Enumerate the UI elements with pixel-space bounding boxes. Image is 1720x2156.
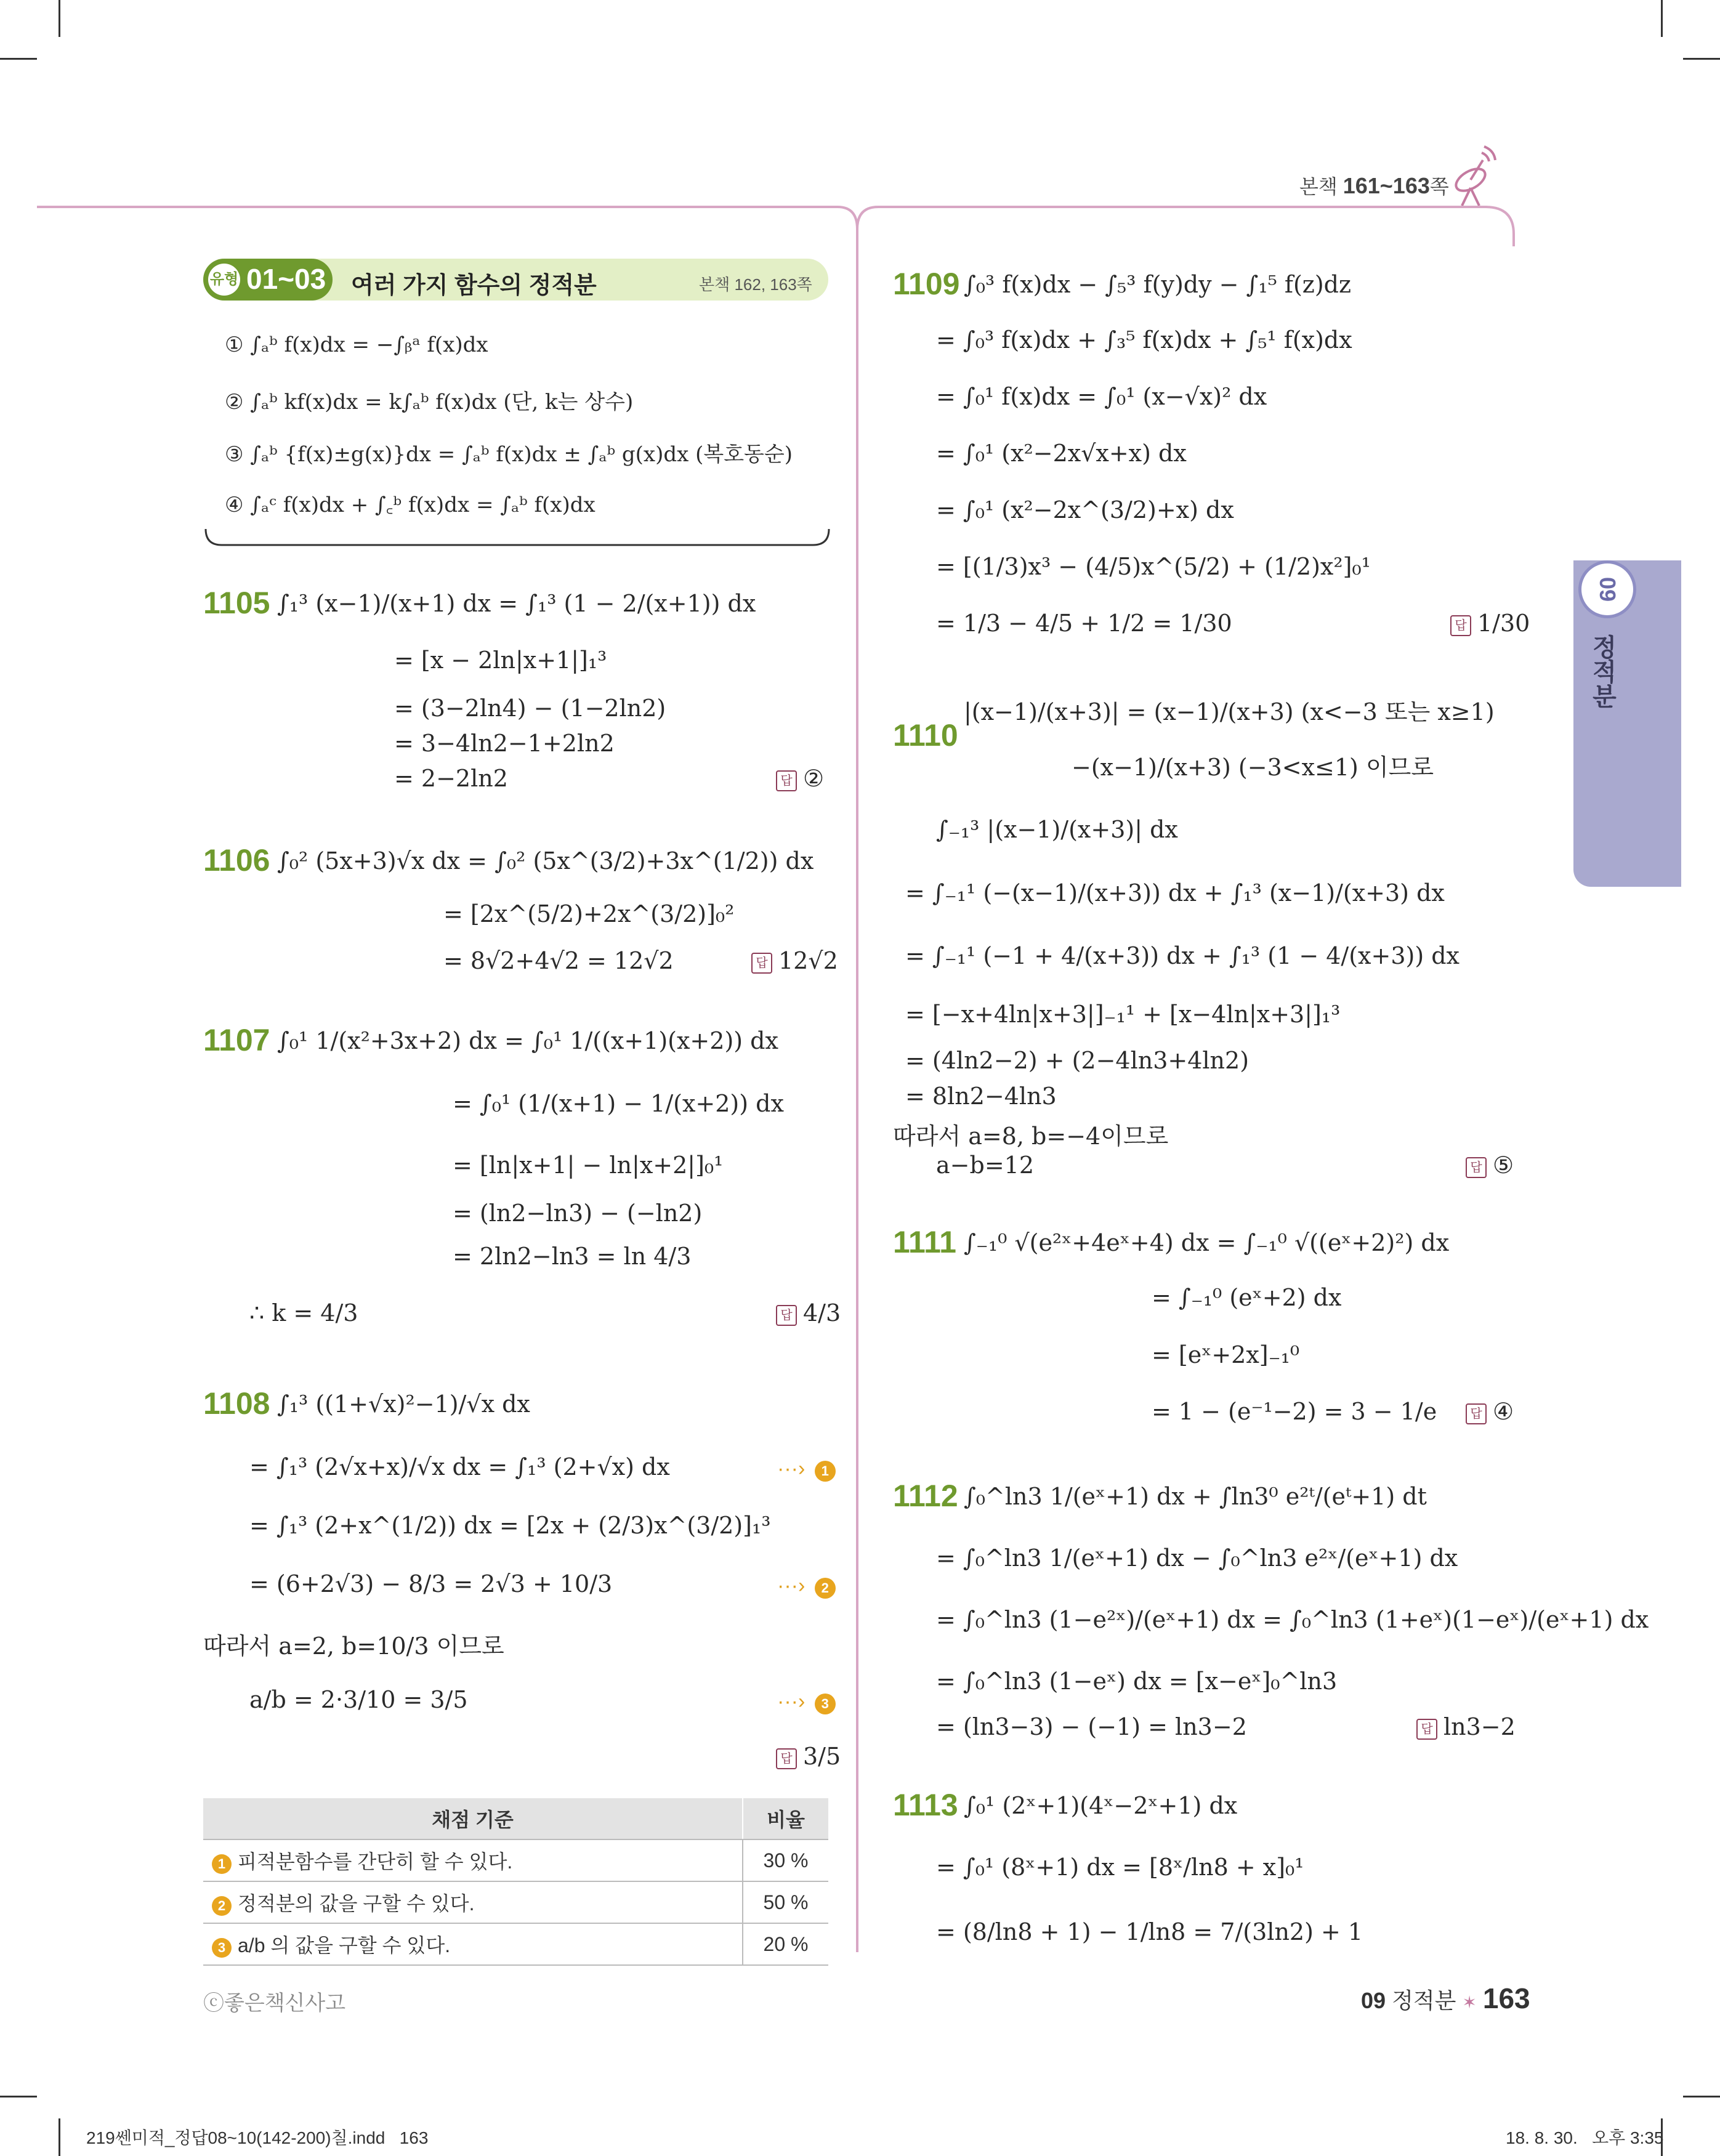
grading-row: 2 정적분의 값을 구할 수 있다. 50 %: [203, 1881, 828, 1923]
p1110-line-6: = [−x+4ln|x+3|]₋₁¹ + [x−4ln|x+3|]₁³: [905, 1001, 1341, 1028]
problem-number-1108: 1108: [203, 1386, 270, 1421]
p1109-line-7: = 1/3 − 4/5 + 1/2 = 1/30: [936, 610, 1232, 637]
answer-1107: 답 4/3: [776, 1299, 841, 1326]
grading-row: 1 피적분함수를 간단히 할 수 있다. 30 %: [203, 1839, 828, 1881]
p1112-line-2: = ∫₀^ln3 1/(eˣ+1) dx − ∫₀^ln3 e²ˣ/(eˣ+1) dx: [936, 1544, 1458, 1572]
timestamp: 18. 8. 30. 오후 3:35: [1506, 2128, 1664, 2147]
page-footer: 09 정적분 ✶ 163: [1361, 1982, 1530, 2014]
p1106-line-2: = [2x^(5/2)+2x^(3/2)]₀²: [443, 900, 735, 927]
p1110-line-2: −(x−1)/(x+3) (−3<x≤1) 이므로: [1072, 754, 1434, 781]
chapter-title-vertical: 정적분: [1589, 634, 1616, 708]
p1105-line-2: = [x − 2ln|x+1|]₁³: [394, 647, 607, 674]
p1112-line-5: = (ln3−3) − (−1) = ln3−2: [936, 1713, 1247, 1740]
grading-table: [203, 1798, 828, 1966]
type-badge: 유형 01~03: [203, 259, 333, 301]
grading-header-criteria: 채점 기준: [203, 1798, 743, 1839]
p1106-line-3: = 8√2+4√2 = 12√2: [443, 947, 674, 974]
p1112-line-4: = ∫₀^ln3 (1−eˣ) dx = [x−eˣ]₀^ln3: [936, 1668, 1338, 1695]
problem-number-1107: 1107: [203, 1023, 270, 1057]
p1105-line-5: = 2−2ln2: [394, 765, 508, 792]
rule-3: ③ ∫ₐᵇ {f(x)±g(x)}dx = ∫ₐᵇ f(x)dx ± ∫ₐᵇ g(x)dx (복호동순): [225, 442, 793, 467]
rule-4: ④ ∫ₐᶜ f(x)dx + ∫꜀ᵇ f(x)dx = ∫ₐᵇ f(x)dx: [225, 493, 596, 517]
p1108-line-3: = ∫₁³ (2+x^(1/2)) dx = [2x + (2/3)x^(3/2)]₁³: [249, 1512, 771, 1539]
p1107-line-5: = 2ln2−ln3 = ln 4/3: [453, 1243, 692, 1270]
p1107-line-4: = (ln2−ln3) − (−ln2): [453, 1200, 703, 1227]
answer-1111: 답 ④: [1466, 1398, 1514, 1425]
p1105-line-1: ∫₁³ (x−1)/(x+1) dx = ∫₁³ (1 − 2/(x+1)) dx: [277, 590, 756, 617]
p1108-line-6: a/b = 2·3/10 = 3/5: [249, 1686, 468, 1713]
chapter-side-tab: [1573, 560, 1681, 887]
answer-1110: 답 ⑤: [1466, 1152, 1514, 1179]
p1105-line-4: = 3−4ln2−1+2ln2: [394, 730, 615, 757]
p1110-line-4: = ∫₋₁¹ (−(x−1)/(x+3)) dx + ∫₁³ (x−1)/(x+3) dx: [905, 879, 1445, 906]
p1108-line-2: = ∫₁³ (2√x+x)/√x dx = ∫₁³ (2+√x) dx: [249, 1453, 670, 1480]
p1109-line-1: ∫₀³ f(x)dx − ∫₅³ f(y)dy − ∫₁⁵ f(z)dz: [964, 271, 1351, 298]
p1107-line-3: = [ln|x+1| − ln|x+2|]₀¹: [453, 1152, 724, 1179]
answer-1109: 답 1/30: [1450, 610, 1530, 637]
p1106-line-1: ∫₀² (5x+3)√x dx = ∫₀² (5x^(3/2)+3x^(1/2)) dx: [277, 847, 814, 874]
section-reference: 본책 162, 163쪽: [699, 275, 812, 294]
step-marker-3: ···› 3: [777, 1690, 836, 1714]
answer-1108: 답 3/5: [776, 1743, 841, 1770]
chapter-number-badge: 09: [1578, 560, 1636, 618]
p1109-line-3: = ∫₀¹ f(x)dx = ∫₀¹ (x−√x)² dx: [936, 383, 1267, 410]
problem-number-1105: 1105: [203, 586, 270, 620]
problem-number-1111: 1111: [893, 1225, 956, 1259]
problem-number-1113: 1113: [893, 1788, 958, 1822]
step-marker-2: ···› 2: [777, 1574, 836, 1599]
p1111-line-2: = ∫₋₁⁰ (eˣ+2) dx: [1152, 1284, 1342, 1311]
problem-number-1110: 1110: [893, 718, 958, 753]
p1111-line-1: ∫₋₁⁰ √(e²ˣ+4eˣ+4) dx = ∫₋₁⁰ √((eˣ+2)²) dx: [964, 1229, 1450, 1256]
step-marker-1: ···› 1: [777, 1457, 836, 1482]
p1108-line-1: ∫₁³ ((1+√x)²−1)/√x dx: [277, 1391, 530, 1418]
p1109-line-2: = ∫₀³ f(x)dx + ∫₃⁵ f(x)dx + ∫₅¹ f(x)dx: [936, 326, 1352, 353]
p1113-line-3: = (8/ln8 + 1) − 1/ln8 = 7/(3ln2) + 1: [936, 1918, 1363, 1945]
p1108-line-4: = (6+2√3) − 8/3 = 2√3 + 10/3: [249, 1570, 613, 1597]
p1105-line-3: = (3−2ln4) − (1−2ln2): [394, 695, 666, 722]
p1108-line-5: 따라서 a=2, b=10/3 이므로: [203, 1633, 504, 1660]
rule-2: ② ∫ₐᵇ kf(x)dx = k∫ₐᵇ f(x)dx (단, k는 상수): [225, 390, 634, 414]
section-title: 여러 가지 함수의 정적분: [351, 273, 597, 299]
file-info: 219쎈미적_정답08~10(142-200)칠.indd 163: [86, 2128, 429, 2147]
p1110-line-8: = 8ln2−4ln3: [905, 1083, 1057, 1110]
grading-row: 3 a/b 의 값을 구할 수 있다. 20 %: [203, 1923, 828, 1965]
p1110-line-3: ∫₋₁³ |(x−1)/(x+3)| dx: [936, 816, 1178, 843]
p1110-line-1: |(x−1)/(x+3)| = (x−1)/(x+3) (x<−3 또는 x≥1): [964, 698, 1495, 725]
p1109-line-6: = [(1/3)x³ − (4/5)x^(5/2) + (1/2)x²]₀¹: [936, 553, 1371, 580]
p1113-line-2: = ∫₀¹ (8ˣ+1) dx = [8ˣ/ln8 + x]₀¹: [936, 1854, 1304, 1881]
p1110-line-10: a−b=12: [936, 1152, 1035, 1179]
problem-number-1106: 1106: [203, 843, 270, 878]
answer-1105: 답 ②: [776, 765, 824, 792]
answer-1112: 답 ln3−2: [1416, 1713, 1516, 1740]
p1112-line-3: = ∫₀^ln3 (1−e²ˣ)/(eˣ+1) dx = ∫₀^ln3 (1+eˣ)(1−eˣ)/(eˣ+1) dx: [936, 1606, 1649, 1633]
rules-bracket: [203, 527, 831, 551]
page-reference: 본책 161~163쪽: [1299, 173, 1449, 198]
grading-header-ratio: 비율: [743, 1798, 828, 1839]
p1111-line-4: = 1 − (e⁻¹−2) = 3 − 1/e: [1152, 1398, 1437, 1425]
problem-number-1112: 1112: [893, 1479, 958, 1513]
p1111-line-3: = [eˣ+2x]₋₁⁰: [1152, 1341, 1300, 1368]
problem-number-1109: 1109: [893, 267, 960, 301]
p1110-line-5: = ∫₋₁¹ (−1 + 4/(x+3)) dx + ∫₁³ (1 − 4/(x+3)) dx: [905, 942, 1460, 969]
rule-1: ① ∫ₐᵇ f(x)dx = −∫ᵦᵃ f(x)dx: [225, 333, 488, 357]
p1107-line-1: ∫₀¹ 1/(x²+3x+2) dx = ∫₀¹ 1/((x+1)(x+2)) dx: [277, 1027, 778, 1054]
answer-1106: 답 12√2: [751, 947, 838, 974]
publisher-copyright: ⓒ좋은책신사고: [203, 1992, 346, 2015]
p1109-line-5: = ∫₀¹ (x²−2x^(3/2)+x) dx: [936, 496, 1234, 523]
p1110-line-7: = (4ln2−2) + (2−4ln3+4ln2): [905, 1047, 1250, 1074]
p1107-line-2: = ∫₀¹ (1/(x+1) − 1/(x+2)) dx: [453, 1090, 784, 1117]
p1109-line-4: = ∫₀¹ (x²−2x√x+x) dx: [936, 440, 1187, 467]
p1107-line-6: ∴ k = 4/3: [249, 1299, 358, 1326]
p1113-line-1: ∫₀¹ (2ˣ+1)(4ˣ−2ˣ+1) dx: [964, 1792, 1238, 1819]
p1112-line-1: ∫₀^ln3 1/(eˣ+1) dx + ∫ln3⁰ e²ᵗ/(eᵗ+1) dt: [964, 1483, 1427, 1510]
p1110-line-9: 따라서 a=8, b=−4이므로: [893, 1123, 1169, 1150]
